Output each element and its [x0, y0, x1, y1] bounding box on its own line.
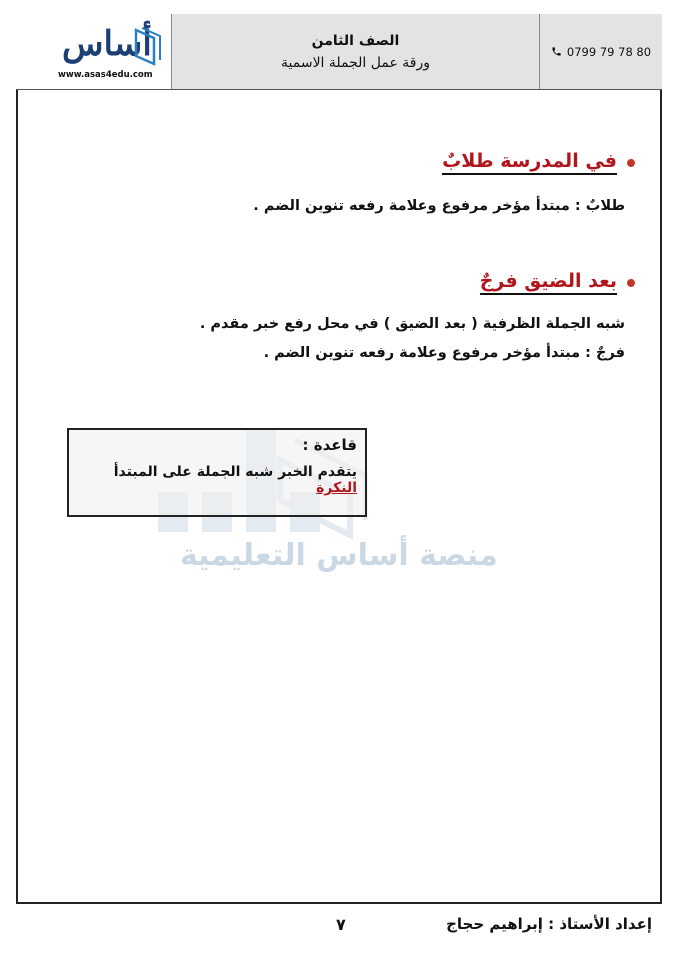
header-title-area — [172, 14, 540, 89]
bullet-icon — [627, 279, 635, 287]
page-header — [16, 14, 662, 90]
main-content — [45, 150, 635, 366]
heading-text: بعد الضيق فرجٌ — [480, 270, 617, 295]
phone-number: 0799 79 78 80 — [566, 44, 652, 59]
logo-url: www.asas4edu.com — [58, 70, 153, 80]
heading-text: في المدرسة طلابٌ — [442, 150, 617, 175]
section-heading-2 — [45, 270, 635, 295]
page-number: ٧ — [336, 914, 346, 934]
worksheet-title: ورقة عمل الجملة الاسمية — [281, 54, 430, 71]
rule-text — [77, 464, 357, 496]
rule-text-main: يتقدم الخبر شبه الجملة على المبتدأ — [113, 464, 357, 480]
phone-icon — [551, 46, 562, 57]
section-1-line-1: طلابٌ : مبتدأ مؤخر مرفوع وعلامة رفعه تنوين الضم . — [253, 198, 625, 214]
rule-title: قاعدة : — [302, 436, 357, 454]
footer-author: إعداد الأستاذ : إبراهيم حجاج — [446, 915, 652, 933]
logo-text: أساس — [62, 24, 152, 64]
book-logo-icon — [134, 26, 162, 66]
page-footer — [16, 906, 662, 942]
grade-label: الصف الثامن — [311, 32, 400, 49]
rule-text-underlined: النكرة — [316, 480, 357, 496]
watermark-text: منصة أساس التعليمية — [180, 538, 498, 573]
bullet-icon — [627, 159, 635, 167]
rule-box — [67, 428, 367, 517]
section-2-line-2: فرجٌ : مبتدأ مؤخر مرفوع وعلامة رفعه تنوين الضم . — [263, 345, 625, 362]
phone-area — [540, 14, 662, 89]
section-2-line-1: شبه الجملة الظرفية ( بعد الضيق ) في محل رفع خبر مقدم . — [199, 316, 625, 333]
logo-area — [16, 14, 172, 89]
section-heading-1 — [45, 150, 635, 175]
